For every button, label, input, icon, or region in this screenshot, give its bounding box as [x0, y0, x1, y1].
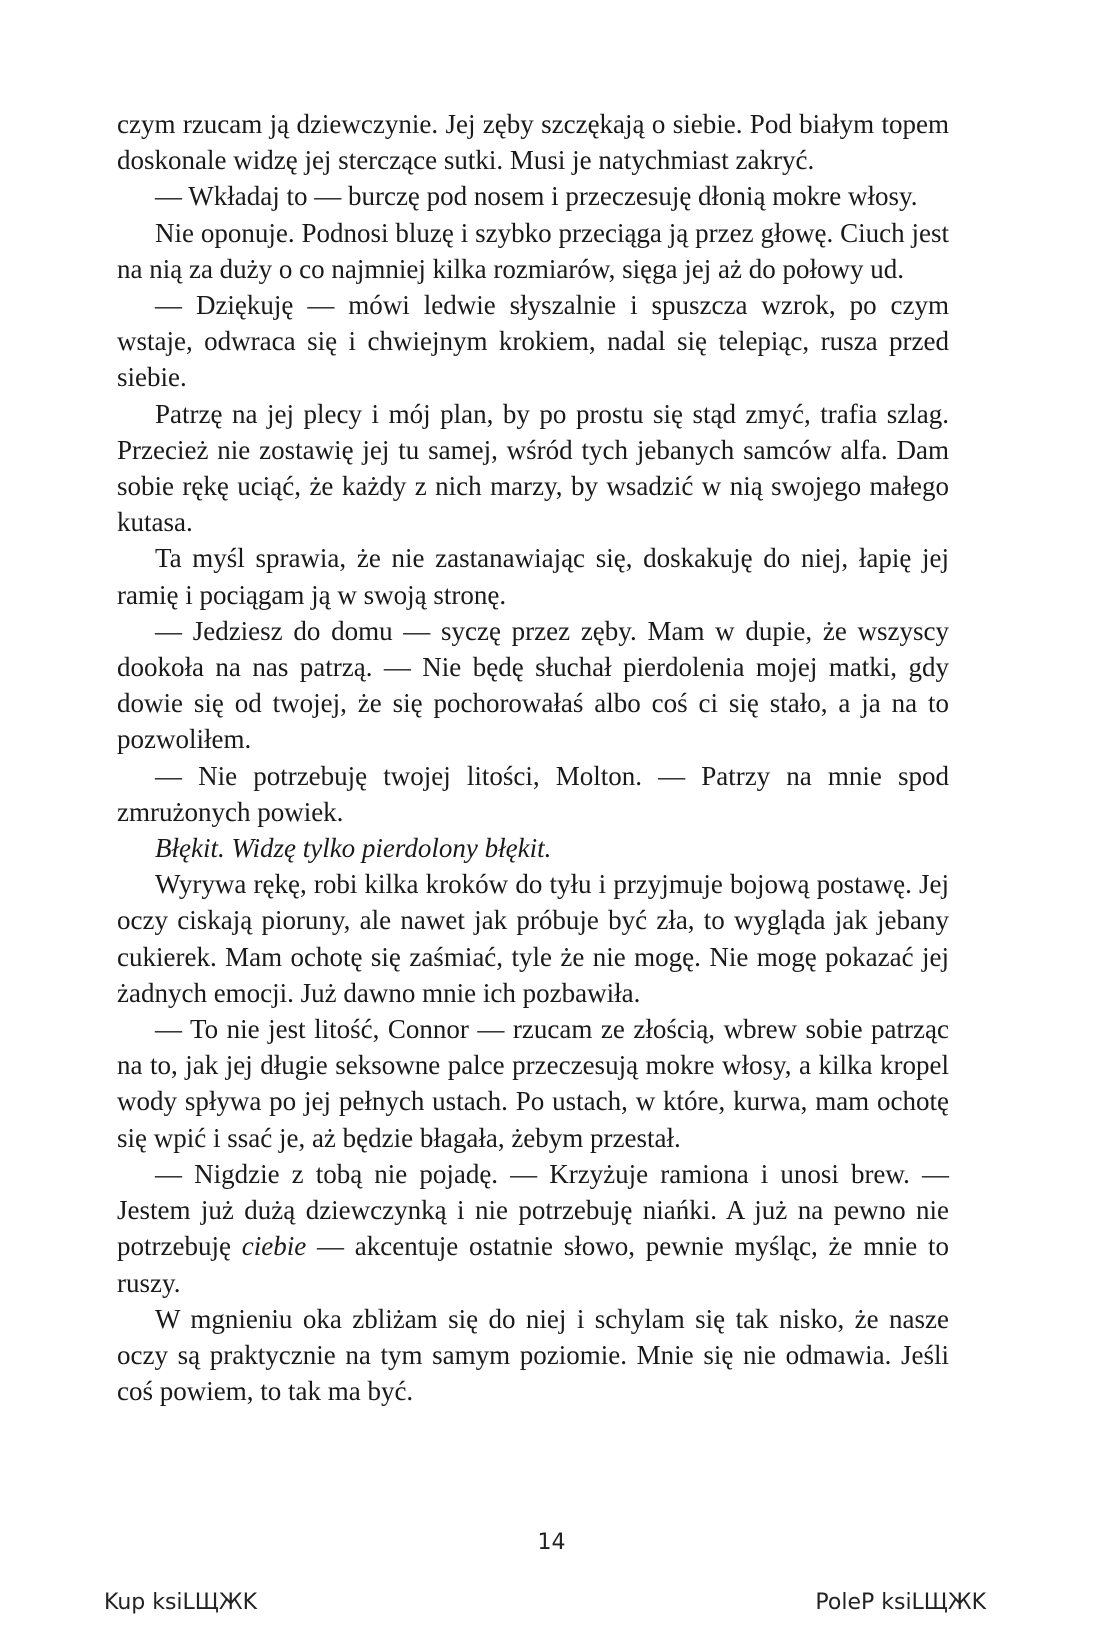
paragraph: Ta myśl sprawia, że nie zastanawiając się, doskakuję do niej, łapię jej ramię i pociągam ją w swoją stronę. [117, 543, 949, 610]
paragraph-part: — akcentuje ostatnie słowo, pewnie myśląc, że mnie to ruszy. [117, 1231, 950, 1298]
paragraph: Wyrywa rękę, robi kilka kroków do tyłu i przyjmuje bojową postawę. Jej oczy ciskają pioruny, ale nawet jak próbuje być zła, to wygląda jak jebany cukierek. Mam ochotę się zaśmiać, tyle że nie mogę. Nie mogę pokazać jej żadnych emocji. Już dawno mnie ich pozbawiła. [117, 869, 949, 1008]
page-number: 14 [537, 1530, 566, 1555]
paragraph: — Jedziesz do domu — syczę przez zęby. Mam w dupie, że wszyscy dookoła na nas patrzą. — Nie będę słuchał pierdolenia mojej matki, gdy dowie się od twojej, że się pochorowałaś albo coś ci się stało, a ja na to pozwoliłem. [117, 615, 949, 755]
buy-book-link[interactable]: Kup ksiLЩЖK [104, 1590, 257, 1615]
emphasized-word: ciebie [241, 1231, 307, 1262]
page-body-text [117, 106, 949, 1409]
paragraph [117, 1156, 949, 1301]
paragraph: — Wkładaj to — burczę pod nosem i przeczesuję dłonią mokre włosy. [155, 181, 918, 212]
paragraph: — To nie jest litość, Connor — rzucam ze złością, wbrew sobie patrząc na to, jak jej długie seksowne palce przeczesują mokre włosy, a kilka kropel wody spływa po jej pełnych ustach. Po ustach, w które, kurwa, mam ochotę się wpić i ssać je, aż będzie błagała, żebym przestał. [117, 1014, 949, 1153]
paragraph-italic [117, 830, 949, 866]
paragraph: czym rzucam ją dziewczynie. Jej zęby szczękają o siebie. Pod białym topem doskonale widzę jej sterczące sutki. Musi je natychmiast zakryć. [117, 109, 949, 176]
italic-thought: Błękit. Widzę tylko pierdolony błękit. [155, 833, 552, 864]
paragraph: — Nie potrzebuję twojej litości, Molton. — Patrzy na mnie spod zmrużonych powiek. [117, 760, 949, 827]
paragraph: W mgnieniu oka zbliżam się do niej i schylam się tak nisko, że nasze oczy są praktycznie na tym samym poziomie. Mnie się nie odmawia. Jeśli coś powiem, to tak ma być. [117, 1303, 949, 1407]
paragraph: Patrzę na jej plecy i mój plan, by po prostu się stąd zmyć, trafia szlag. Przecież nie zostawię jej tu samej, wśród tych jebanych samców alfa. Dam sobie rękę uciąć, że każdy z nich marzy, by wsadzić w nią swojego małego kutasa. [117, 398, 949, 538]
paragraph: — Dziękuję — mówi ledwie słyszalnie i spuszcza wzrok, po czym wstaje, odwraca się i chwiejnym krokiem, nadal się telepiąc, rusza przed siebie. [117, 290, 949, 393]
recommend-book-link[interactable]: PoleP ksiLЩЖK [815, 1590, 986, 1615]
paragraph-part: — Nigdzie z tobą nie pojadę. — Krzyżuje ramiona i unosi brew. — Jestem już dużą dziewczynką i nie potrzebuję niańki. A już na pewno nie potrzebuję [117, 1158, 949, 1262]
paragraph: Nie oponuje. Podnosi bluzę i szybko przeciąga ją przez głowę. Ciuch jest na nią za duży o co najmniej kilka rozmiarów, sięga jej aż do połowy ud. [117, 217, 949, 284]
